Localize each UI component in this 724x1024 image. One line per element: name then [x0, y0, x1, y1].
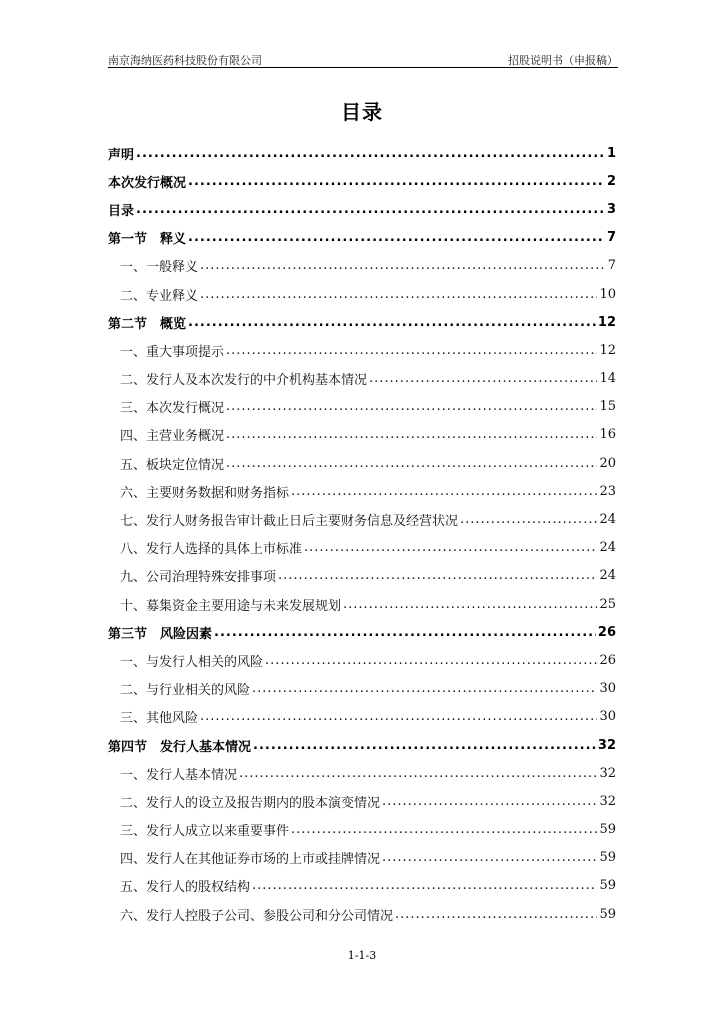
toc-entry[interactable]: [108, 365, 616, 393]
header-divider: [108, 67, 618, 68]
toc-leader-dots: [395, 907, 597, 922]
toc-leader-dots: [200, 709, 597, 724]
toc-entry-page: 10: [599, 286, 616, 302]
toc-entry-page: 30: [599, 681, 616, 697]
toc-entry[interactable]: [108, 731, 616, 759]
toc-entry-label: 四、发行人在其他证券市场的上市或挂牌情况: [120, 852, 381, 868]
toc-entry[interactable]: [108, 505, 616, 533]
toc-entry-label: 三、其他风险: [120, 711, 199, 727]
toc-entry[interactable]: [108, 787, 616, 815]
toc-leader-dots: [136, 146, 605, 161]
toc-entry-page: 24: [599, 512, 616, 528]
toc-entry-label: 声明: [108, 147, 135, 163]
toc-leader-dots: [343, 597, 597, 612]
toc-entry-label: 一、发行人基本情况: [120, 767, 238, 783]
toc-entry[interactable]: [108, 534, 616, 562]
toc-leader-dots: [252, 878, 597, 893]
toc-entry-page: 32: [599, 793, 616, 809]
toc-leader-dots: [291, 484, 597, 499]
toc-entry[interactable]: [108, 139, 616, 167]
toc-leader-dots: [214, 625, 596, 640]
header-document-type: 招股说明书（申报稿）: [508, 54, 618, 67]
toc-leader-dots: [278, 568, 597, 583]
toc-entry-label: 三、发行人成立以来重要事件: [120, 824, 290, 840]
toc-entry[interactable]: [108, 646, 616, 674]
table-of-contents: [108, 139, 616, 928]
toc-title: 目录: [341, 100, 383, 124]
toc-entry[interactable]: [108, 167, 616, 195]
toc-entry[interactable]: [108, 675, 616, 703]
toc-entry-label: 七、发行人财务报告审计截止日后主要财务信息及经营状况: [120, 514, 459, 530]
toc-leader-dots: [239, 766, 597, 781]
toc-entry-page: 59: [599, 822, 616, 838]
toc-entry-page: 14: [599, 371, 616, 387]
page-number: 1-1-3: [347, 949, 377, 962]
toc-entry-page: 24: [599, 540, 616, 556]
toc-entry-label: 二、发行人及本次发行的中介机构基本情况: [120, 373, 368, 389]
toc-leader-dots: [188, 230, 605, 245]
toc-entry[interactable]: [108, 844, 616, 872]
toc-leader-dots: [460, 512, 597, 527]
toc-entry[interactable]: [108, 562, 616, 590]
toc-entry-label: 一、重大事项提示: [120, 344, 225, 360]
toc-entry-label: 二、专业释义: [120, 288, 199, 304]
toc-entry-page: 24: [599, 568, 616, 584]
toc-leader-dots: [252, 681, 597, 696]
toc-entry[interactable]: [108, 900, 616, 928]
toc-entry-label: 四、主营业务概况: [120, 429, 225, 445]
toc-entry-label: 六、主要财务数据和财务指标: [120, 485, 290, 501]
toc-entry[interactable]: [108, 393, 616, 421]
toc-entry-page: 20: [599, 455, 616, 471]
toc-entry[interactable]: [108, 590, 616, 618]
toc-entry-page: 26: [597, 624, 616, 640]
toc-entry-page: 30: [599, 709, 616, 725]
toc-entry-label: 十、募集资金主要用途与未来发展规划: [120, 598, 342, 614]
toc-entry-page: 25: [599, 596, 616, 612]
toc-entry-label: 八、发行人选择的具体上市标准: [120, 542, 303, 558]
toc-entry-page: 23: [599, 483, 616, 499]
toc-entry[interactable]: [108, 872, 616, 900]
toc-leader-dots: [188, 315, 596, 330]
toc-entry-page: 26: [599, 652, 616, 668]
toc-entry-page: 16: [599, 427, 616, 443]
toc-entry-label: 五、发行人的股权结构: [120, 880, 251, 896]
toc-leader-dots: [382, 850, 597, 865]
page-header: [108, 52, 618, 68]
toc-entry-page: 12: [599, 342, 616, 358]
toc-entry-page: 7: [606, 230, 616, 246]
toc-entry-label: 一、一般释义: [120, 260, 199, 276]
toc-entry-label: 第二节 概览: [108, 316, 187, 332]
toc-entry[interactable]: [108, 195, 616, 223]
toc-entry-page: 32: [597, 737, 616, 753]
toc-leader-dots: [382, 794, 597, 809]
toc-entry-page: 3: [606, 201, 616, 217]
toc-leader-dots: [226, 456, 597, 471]
toc-entry-page: 59: [599, 878, 616, 894]
toc-leader-dots: [291, 822, 597, 837]
toc-entry-page: 32: [599, 765, 616, 781]
toc-entry-label: 六、发行人控股子公司、参股公司和分公司情况: [120, 908, 394, 924]
toc-entry-label: 目录: [108, 203, 135, 219]
toc-entry-label: 一、与发行人相关的风险: [120, 654, 264, 670]
toc-entry[interactable]: [108, 816, 616, 844]
toc-leader-dots: [265, 653, 597, 668]
toc-entry[interactable]: [108, 759, 616, 787]
toc-entry-label: 五、板块定位情况: [120, 457, 225, 473]
toc-leader-dots: [226, 427, 597, 442]
toc-entry-page: 59: [599, 906, 616, 922]
toc-entry[interactable]: [108, 224, 616, 252]
toc-entry-label: 第一节 释义: [108, 232, 187, 248]
toc-leader-dots: [188, 174, 605, 189]
toc-entry[interactable]: [108, 308, 616, 336]
toc-entry-label: 三、本次发行概况: [120, 401, 225, 417]
toc-entry-label: 二、发行人的设立及报告期内的股本演变情况: [120, 795, 381, 811]
toc-entry-page: 2: [606, 173, 616, 189]
toc-leader-dots: [200, 287, 597, 302]
toc-entry[interactable]: [108, 477, 616, 505]
toc-leader-dots: [226, 343, 597, 358]
toc-entry-label: 二、与行业相关的风险: [120, 683, 251, 699]
toc-leader-dots: [200, 258, 606, 273]
toc-entry-label: 第四节 发行人基本情况: [108, 739, 252, 755]
toc-entry-label: 本次发行概况: [108, 175, 187, 191]
toc-leader-dots: [226, 399, 597, 414]
toc-leader-dots: [369, 371, 597, 386]
toc-entry-page: 12: [597, 314, 616, 330]
toc-leader-dots: [136, 202, 605, 217]
header-company-name: 南京海纳医药科技股份有限公司: [108, 54, 262, 67]
toc-entry-label: 九、公司治理特殊安排事项: [120, 570, 277, 586]
toc-entry-page: 15: [599, 399, 616, 415]
toc-entry[interactable]: [108, 421, 616, 449]
toc-leader-dots: [304, 540, 597, 555]
toc-entry[interactable]: [108, 336, 616, 364]
toc-entry[interactable]: [108, 703, 616, 731]
toc-entry[interactable]: [108, 618, 616, 646]
toc-entry-page: 59: [599, 850, 616, 866]
toc-entry[interactable]: [108, 252, 616, 280]
toc-entry-page: 1: [606, 145, 616, 161]
toc-entry[interactable]: [108, 449, 616, 477]
toc-leader-dots: [253, 738, 596, 753]
toc-entry-page: 7: [607, 258, 616, 274]
toc-entry[interactable]: [108, 280, 616, 308]
toc-entry-label: 第三节 风险因素: [108, 626, 213, 642]
